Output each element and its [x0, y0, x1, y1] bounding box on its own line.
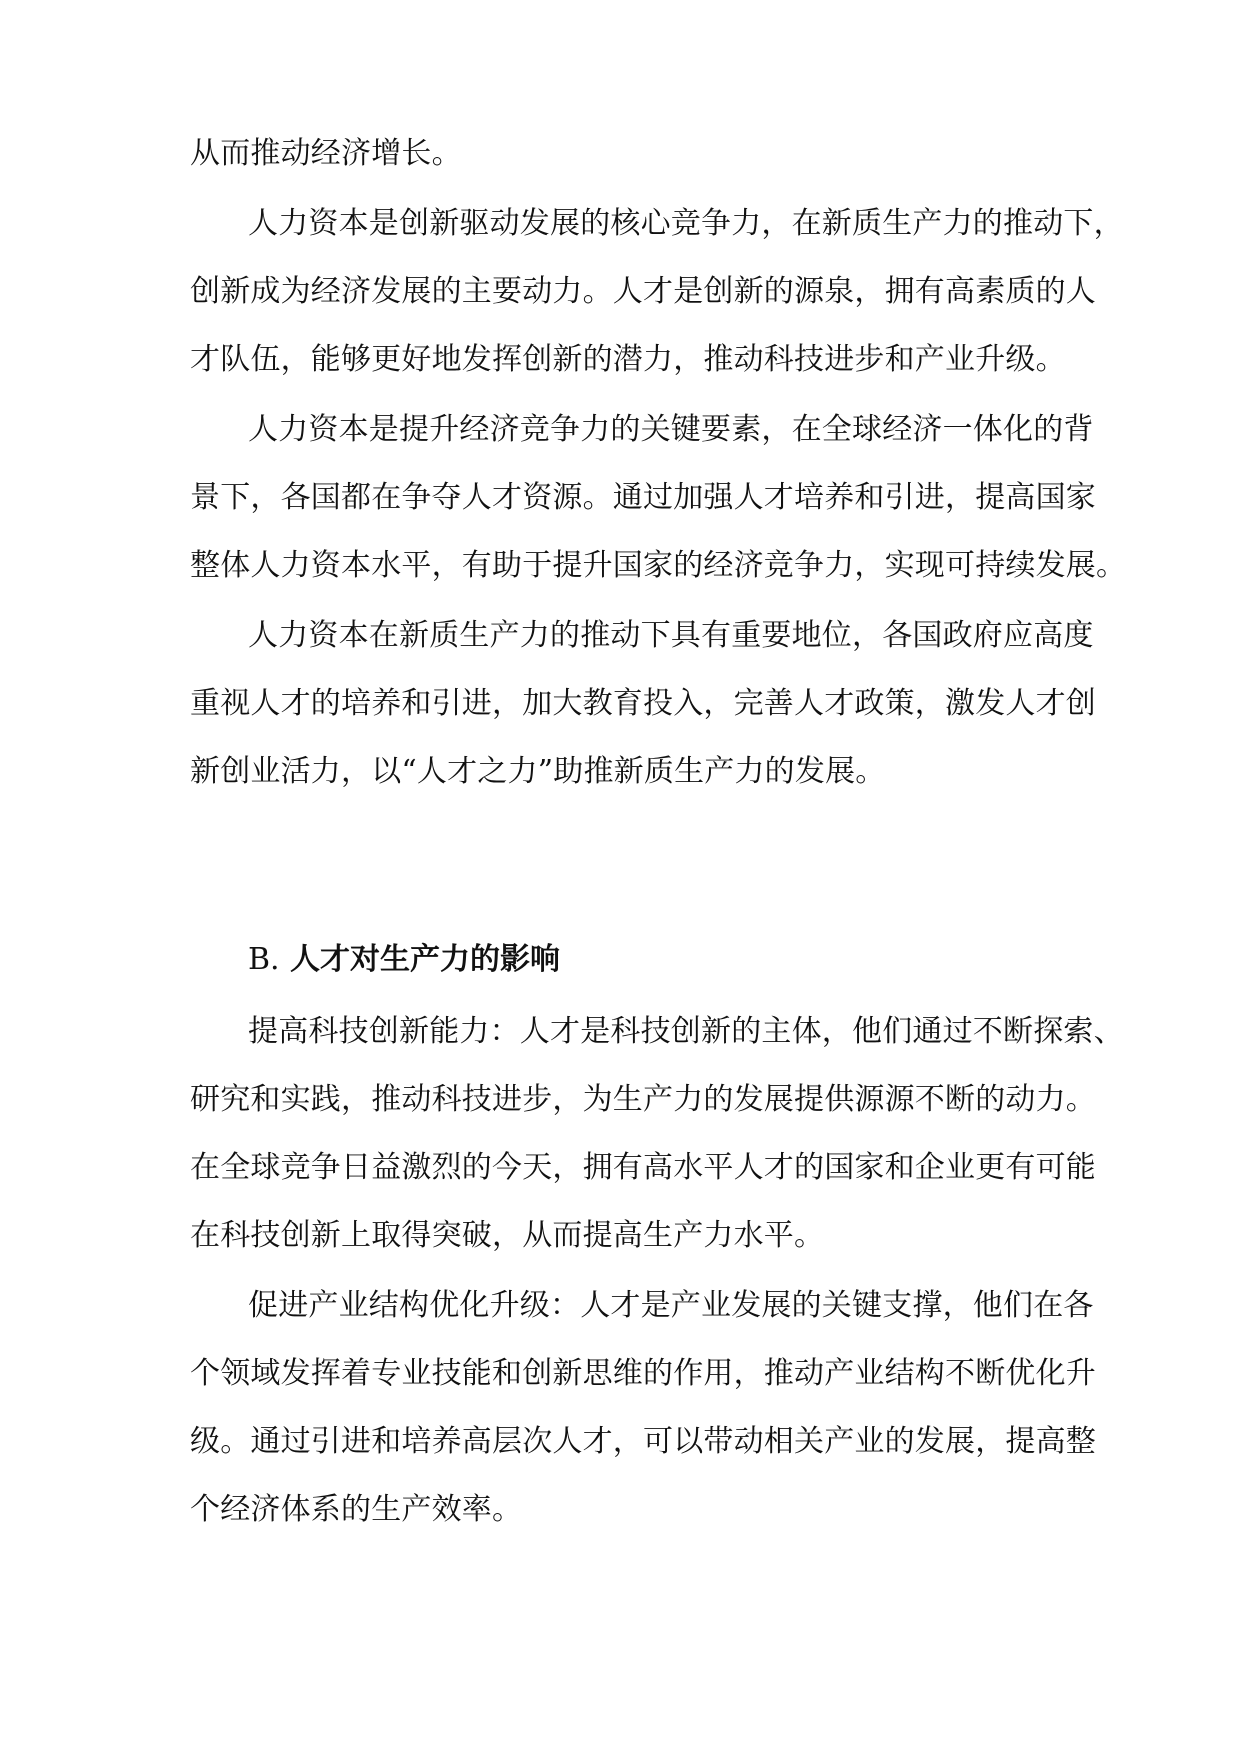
paragraph-line: 从而推动经济增长。 — [190, 136, 462, 171]
paragraph-line: 景下，各国都在争夺人才资源。通过加强人才培养和引进，提高国家 — [190, 480, 1096, 515]
section-title: 人才对生产力的影响 — [290, 942, 560, 977]
paragraph-line: 级。通过引进和培养高层次人才，可以带动相关产业的发展，提高整 — [190, 1424, 1096, 1459]
paragraph-line: 个领域发挥着专业技能和创新思维的作用，推动产业结构不断优化升 — [190, 1356, 1096, 1391]
paragraph-line: 人力资本是提升经济竞争力的关键要素，在全球经济一体化的背 — [248, 412, 1094, 447]
paragraph-line: 研究和实践，推动科技进步，为生产力的发展提供源源不断的动力。 — [190, 1082, 1096, 1117]
paragraph-line: 人力资本在新质生产力的推动下具有重要地位，各国政府应高度 — [248, 618, 1094, 653]
paragraph-line: 促进产业结构优化升级：人才是产业发展的关键支撑，他们在各 — [248, 1288, 1094, 1323]
paragraph-line: 人力资本是创新驱动发展的核心竞争力，在新质生产力的推动下， — [248, 206, 1124, 241]
paragraph-line: 重视人才的培养和引进，加大教育投入，完善人才政策，激发人才创 — [190, 686, 1096, 721]
paragraph-line: 新创业活力，以“人才之力”助推新质生产力的发展。 — [190, 754, 886, 789]
paragraph-line: 提高科技创新能力：人才是科技创新的主体，他们通过不断探索、 — [248, 1014, 1124, 1049]
section-number: B. — [248, 942, 280, 977]
paragraph-line: 才队伍，能够更好地发挥创新的潜力，推动科技进步和产业升级。 — [190, 342, 1066, 377]
paragraph-line: 整体人力资本水平，有助于提升国家的经济竞争力，实现可持续发展。 — [190, 548, 1127, 583]
section-heading — [248, 940, 560, 980]
paragraph-line: 创新成为经济发展的主要动力。人才是创新的源泉，拥有高素质的人 — [190, 274, 1096, 309]
paragraph-line: 在全球竞争日益激烈的今天，拥有高水平人才的国家和企业更有可能 — [190, 1150, 1096, 1185]
paragraph-line: 个经济体系的生产效率。 — [190, 1492, 523, 1527]
paragraph-line: 在科技创新上取得突破，从而提高生产力水平。 — [190, 1218, 825, 1253]
